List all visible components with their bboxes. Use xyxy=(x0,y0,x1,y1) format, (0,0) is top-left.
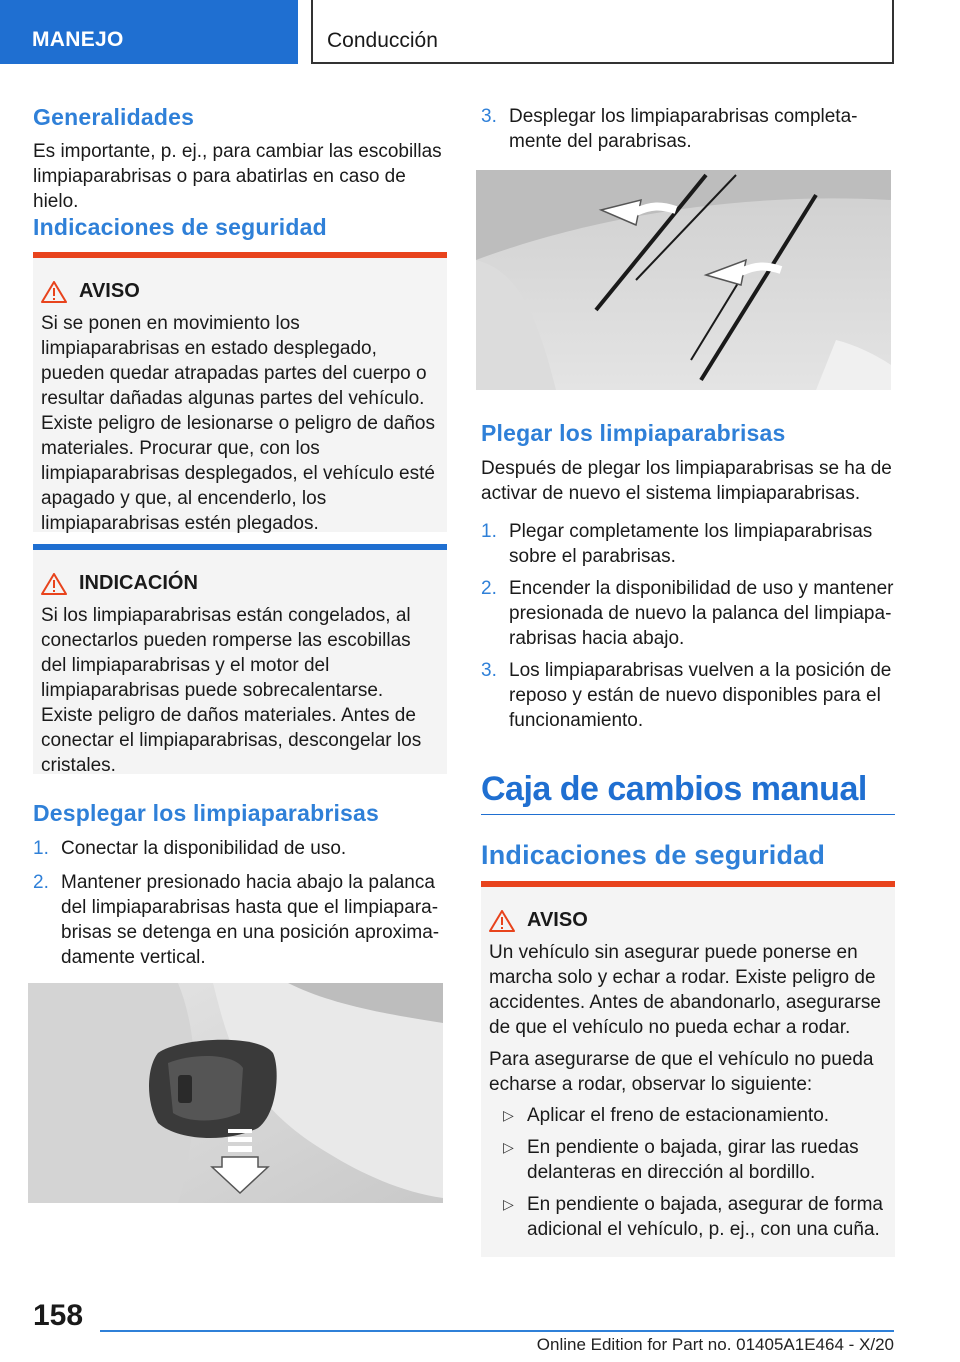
warning-triangle-icon xyxy=(41,281,67,303)
step-text: Plegar completamente los limpiaparabrisas sobre el parabrisas. xyxy=(509,521,873,567)
warning-box-aviso-2 xyxy=(481,881,895,1257)
list-item xyxy=(481,576,895,651)
plegar-heading: Plegar los limpiaparabrisas xyxy=(481,420,786,446)
triangle-bullet-icon: ▷ xyxy=(503,1139,514,1155)
warning-text-2: Para asegurarse de que el vehículo no pueda echarse a rodar, observar lo siguiente: xyxy=(489,1049,874,1095)
step-text: Los limpiaparabrisas vuelven a la posición de reposo y están de nuevo disponibles para el funcionamiento. xyxy=(509,660,892,731)
step-number: 3. xyxy=(481,660,497,681)
step-number: 1. xyxy=(33,838,49,859)
footer-divider xyxy=(100,1330,894,1332)
list-item xyxy=(489,1103,885,1128)
bullet-text: En pendiente o bajada, girar las ruedas delanteras en dirección al bordillo. xyxy=(527,1137,859,1183)
section-label: MANEJO xyxy=(32,28,124,51)
list-item xyxy=(489,1192,885,1242)
step-number: 3. xyxy=(481,106,497,127)
notice-title xyxy=(41,572,437,595)
windshield-wiper-photo xyxy=(476,170,891,390)
plegar-text: Después de plegar los limpiaparabrisas se ha de activar de nuevo el sistema limpiaparabrisas. xyxy=(481,458,892,504)
list-item xyxy=(481,658,895,733)
bullet-text: En pendiente o bajada, asegurar de forma adicional el vehículo, p. ej., con una cuña. xyxy=(527,1194,883,1240)
page-number: 158 xyxy=(33,1299,84,1332)
safety-heading-right: Indicaciones de seguridad xyxy=(481,840,826,870)
chapter-label: Conducción xyxy=(327,29,438,52)
step-text: Mantener presionado hacia abajo la palanca del limpiaparabrisas hasta que el limpiaparabrisas se detenga en una posición aproximadamente vertical. xyxy=(61,872,440,968)
notice-box-indicacion xyxy=(33,544,447,774)
triangle-bullet-icon: ▷ xyxy=(503,1107,514,1123)
desplegar-step-3 xyxy=(481,104,895,154)
triangle-bullet-icon: ▷ xyxy=(503,1196,514,1212)
desplegar-steps xyxy=(33,836,447,970)
warning-title xyxy=(41,280,437,303)
warning-label: AVISO xyxy=(79,280,140,302)
step-text: Desplegar los limpiaparabrisas completamente del parabrisas. xyxy=(509,106,858,152)
plegar-steps xyxy=(481,519,895,733)
notice-text: Si los limpiaparabrisas están congelados, al conectarlos pueden romperse las escobillas del limpiaparabrisas y el motor del limpiaparabrisas puede sobrecalentarse. Existe peligro de daños materiales. Antes de conectar el limpiaparabrisas, descongelar los cristales. xyxy=(41,605,422,776)
generalidades-heading: Generalidades xyxy=(33,104,195,130)
desplegar-heading: Desplegar los limpiaparabrisas xyxy=(33,800,380,826)
edition-note: Online Edition for Part no. 01405A1E464 - X/20 xyxy=(536,1335,894,1354)
section-tab xyxy=(0,0,298,64)
warning-text: Si se ponen en movimiento los limpiaparabrisas en estado desplegado, pueden quedar atrapadas partes del cuerpo o resultar dañadas algunas partes del vehículo. Existe peligro de lesionarse o peligro de daños materiales. Procurar que, con los limpiaparabrisas desplegados, el vehículo esté apagado y que, al encenderlo, los limpiaparabrisas estén plegados. xyxy=(41,313,435,534)
step-number: 2. xyxy=(33,872,49,893)
list-item xyxy=(481,104,895,154)
warning-box-aviso xyxy=(33,252,447,532)
warning-triangle-icon xyxy=(489,910,515,932)
step-text: Encender la disponibilidad de uso y mantener presionada de nuevo la palanca del limpiaparabrisas hacia abajo. xyxy=(509,578,894,649)
warning-triangle-icon xyxy=(41,573,67,595)
step-text: Conectar la disponibilidad de uso. xyxy=(61,838,347,859)
warning-label: AVISO xyxy=(527,909,588,931)
list-item xyxy=(33,836,447,861)
warning-text: Un vehículo sin asegurar puede ponerse en marcha solo y echar a rodar. Existe peligro de accidentes. Antes de abandonarlo, asegurarse de que el vehículo no pueda echar a rodar. xyxy=(489,942,881,1038)
warning-title xyxy=(489,909,885,932)
caja-heading: Caja de cambios manual xyxy=(481,770,867,808)
step-number: 2. xyxy=(481,578,497,599)
generalidades-text: Es importante, p. ej., para cambiar las escobillas limpiaparabrisas o para abatirlas en caso de hielo. xyxy=(33,141,442,212)
bullet-text: Aplicar el freno de estacionamiento. xyxy=(527,1105,830,1126)
chapter-header xyxy=(311,0,894,64)
divider xyxy=(481,814,895,815)
step-number: 1. xyxy=(481,521,497,542)
list-item xyxy=(481,519,895,569)
safety-heading-left: Indicaciones de seguridad xyxy=(33,214,327,240)
warning-bullets xyxy=(489,1103,885,1242)
list-item xyxy=(33,870,447,970)
notice-label: INDICACIÓN xyxy=(79,572,198,594)
list-item xyxy=(489,1135,885,1185)
lever-photo xyxy=(28,983,443,1203)
